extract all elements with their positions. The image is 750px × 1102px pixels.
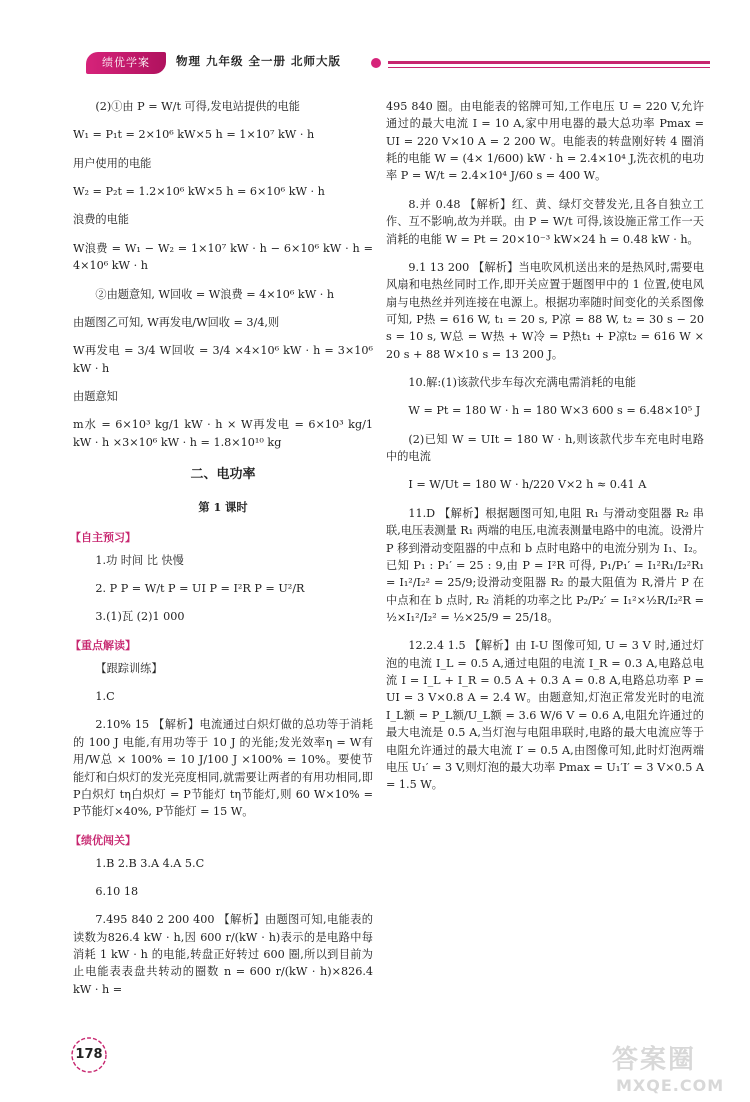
- answer-line: ②由题意知, W回收 = W浪费 = 4×10⁶ kW · h: [95, 287, 335, 301]
- watermark: [612, 1040, 742, 1098]
- answer-line: W再发电 = 3/4 W回收 = 3/4 ×4×10⁶ kW · h = 3×10⁶ kW · h: [73, 344, 373, 375]
- answer-line: (2)①由 P = W/t 可得,发电站提供的电能: [95, 100, 300, 113]
- answer-line: 11.D 【解析】根据题图可知,电阻 R₁ 与滑动变阻器 R₂ 串联,电压表测量 R₁ 两端的电压,电流表测量电路中的电流。设滑片 P 移到滑动变阻器的中点和 b 点时电路中的电流分别为 I₁、I₂。已知 P₁ : P₁′ = 25 : 9,由 P = I²R 可得, P₁/P₁′ = I₁²R₁/I₂²R₁ = I₁²/I₂² = 25/9;设滑动变阻器 R₂ 的最大阻值为 R,滑片 P 在中点和在 b 点时, R₂ 消耗的功率之比 P₂/P₂′ = I₁²×½R/I₂²R = ½×I₁²/I₂² = ½×25/9 = 25/18。: [386, 506, 705, 624]
- answer-line: W₁ = P₁t = 2×10⁶ kW×5 h = 1×10⁷ kW · h: [73, 128, 315, 142]
- answer-line: 2.10% 15 【解析】电流通过白炽灯做的总功等于消耗的 100 J 电能,有用功等于 10 J 的光能;发光效率η = W有用/W总 × 100% = 10 J/100 J ×100% = 10%。要使节能灯和白炽灯的发光亮度相同,就需要让两者的有用功相同,即 P白炽灯 tη白炽灯 = P节能灯 tη节能灯,则 60 W×10% = P节能灯×40%, P节能灯 = 15 W。: [73, 718, 373, 819]
- answer-line: 1.功 时间 比 快慢: [95, 553, 184, 567]
- answer-line: I = W/Ut = 180 W · h/220 V×2 h ≈ 0.41 A: [408, 478, 647, 492]
- answer-line: 7.495 840 2 200 400 【解析】由题图可知,电能表的读数为826.4 kW · h,因 600 r/(kW · h)表示的是电路中每消耗 1 kW · h 的电能,转盘正好转过 600 圈,所以到目前为止电能表表盘共转动的圈数 n = 600 r/(kW · h)×826.4 kW · h =: [73, 913, 373, 996]
- page-header: [0, 40, 750, 80]
- section-tag: 【绩优闯关】: [70, 833, 136, 847]
- answer-line: 用户使用的电能: [73, 156, 152, 170]
- header-rule-thin: [388, 67, 710, 68]
- answer-line: 【跟踪训练】: [95, 661, 163, 675]
- answer-line: 由题图乙可知, W再发电/W回收 = 3/4,则: [73, 315, 280, 329]
- page-number: 178: [75, 1047, 103, 1062]
- answer-line: 6.10 18: [95, 884, 139, 898]
- left-column: [70, 98, 373, 1009]
- answer-line: (2)已知 W = UIt = 180 W · h,则该款代步车充电时电路中的电流: [386, 432, 704, 464]
- header-dot: [371, 58, 381, 68]
- answer-line: 3.(1)瓦 (2)1 000: [95, 610, 185, 624]
- section-tag: 【重点解读】: [70, 638, 136, 652]
- right-column: [386, 98, 704, 805]
- answer-line: W = Pt = 180 W · h = 180 W×3 600 s = 6.48×10⁵ J: [408, 404, 701, 418]
- answer-line: 1.C: [95, 690, 115, 704]
- answer-line: 1.B 2.B 3.A 4.A 5.C: [95, 856, 205, 870]
- section-heading: 二、电功率: [190, 467, 256, 483]
- answer-line: 2. P P = W/t P = UI P = I²R P = U²/R: [95, 581, 305, 595]
- answer-line: 495 840 圈。由电能表的铭牌可知,工作电压 U = 220 V,允许通过的最大电流 I = 10 A,家中用电器的最大总功率 Pmax = UI = 220 V×10 A = 2 200 W。电能表的转盘刚好转 4 圈消耗的电能 W = (4× 1/600) kW · h = 2.4×10⁴ J,洗衣机的电功率 P = W/t = 2.4×10⁴ J/60 s = 400 W。: [386, 100, 704, 183]
- answer-line: W₂ = P₂t = 1.2×10⁶ kW×5 h = 6×10⁶ kW · h: [73, 185, 325, 199]
- section-tag: 【自主预习】: [70, 530, 136, 544]
- answer-line: 8.并 0.48 【解析】红、黄、绿灯交替发光,且各自独立工作、互不影响,故为并联。由 P = W/t 可得,该设施正常工作一天消耗的电能 W = Pt = 20×10⁻³ kW×24 h = 0.48 kW · h。: [386, 197, 704, 246]
- answer-line: 由题意知: [73, 389, 118, 403]
- book-title: 物理 九年级 全一册 北师大版: [176, 54, 342, 68]
- answer-line: 浪费的电能: [73, 213, 129, 227]
- answer-line: m水 = 6×10³ kg/1 kW · h × W再发电 = 6×10³ kg/1 kW · h ×3×10⁶ kW · h = 1.8×10¹⁰ kg: [73, 418, 373, 449]
- header-rule: [388, 61, 710, 64]
- answer-line: W浪费 = W₁ − W₂ = 1×10⁷ kW · h − 6×10⁶ kW · h = 4×10⁶ kW · h: [73, 241, 373, 273]
- watermark-url: MXQE.COM: [616, 1076, 725, 1095]
- answer-line: 12.2.4 1.5 【解析】由 I-U 图像可知, U = 3 V 时,通过灯泡的电流 I_L = 0.5 A,通过电阻的电流 I_R = 0.3 A,电路总电流 I = I_L + I_R = 0.5 A + 0.3 A = 0.8 A,电路总功率 P = UI = 3 V×0.8 A = 2.4 W。由题意知,灯泡正常发光时的电流 I_L额 = P_L额/U_L额 = 3.6 W/6 V = 0.6 A,电阻允许通过的最大电流是 0.5 A,当灯泡与电阻串联时,电路的最大电流应等于电阻允许通过的最大电流 I′ = 0.5 A,由图像可知,此时灯泡两端电压 U₁′ = 3 V,则灯泡的最大功率 Pmax = U₁′I′ = 3 V×0.5 A = 1.5 W。: [386, 639, 704, 792]
- brand-badge: 绩优学案: [86, 52, 166, 74]
- page-number-badge: [68, 1034, 110, 1076]
- answer-line: 10.解:(1)该款代步车每次充满电需消耗的电能: [408, 376, 636, 390]
- answer-line: 9.1 13 200 【解析】当电吹风机送出来的是热风时,需要电风扇和电热丝同时工作,即开关应置于题图甲中的 1 位置,使电风扇与电热丝并列连接在电源上。根据功率随时间变化的关系图像可知, P热 = 616 W, t₁ = 20 s, P凉 = 88 W, t₂ = 30 s − 20 s = 10 s, W总 = W热 + W冷 = P热t₁ + P凉t₂ = 616 W × 20 s + 88 W×10 s = 13 200 J。: [386, 260, 704, 361]
- lesson-heading: 第 1 课时: [198, 500, 248, 515]
- watermark-logo-text: 答案圈: [612, 1045, 697, 1075]
